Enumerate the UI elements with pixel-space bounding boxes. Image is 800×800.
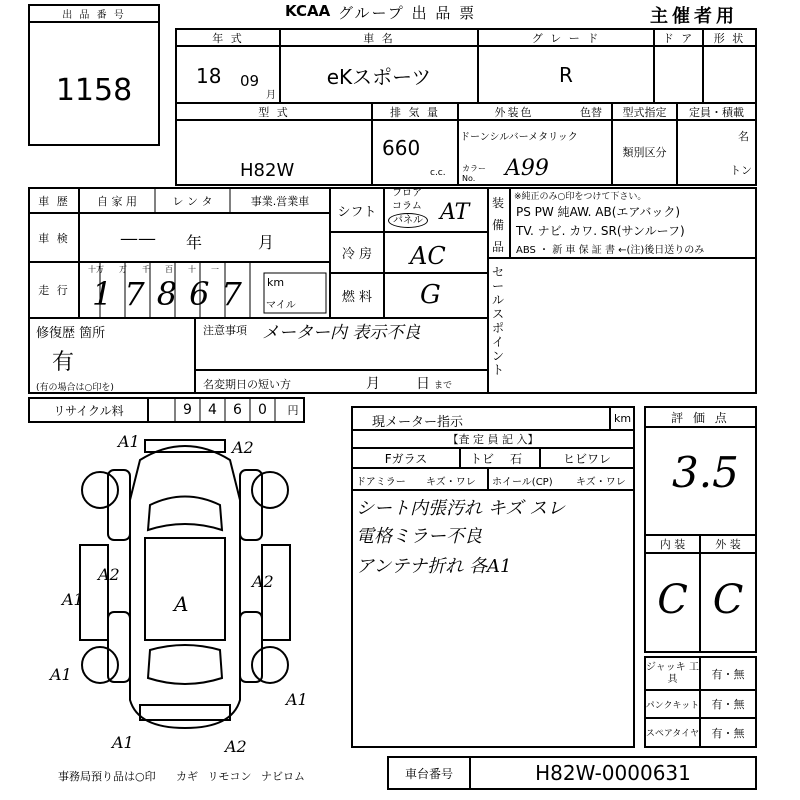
shift-column: コラム	[392, 201, 422, 212]
equipment-line3: ABS ・ 新 車 保 証 書 ←(注)後日送りのみ	[516, 245, 705, 256]
year-label: 年 式	[212, 31, 244, 45]
damage-mark: A1	[112, 733, 134, 752]
mileage-digit-labels	[88, 264, 268, 275]
puncture-label: パンクキット	[645, 700, 700, 711]
caution-value: メーター内 表示不良	[262, 323, 421, 343]
form-title: グループ 出 品 票	[338, 4, 477, 22]
repair-value: 有	[52, 350, 75, 375]
inspection-year-unit: 年	[186, 233, 203, 252]
capacity-label: 定員・積載	[689, 105, 744, 119]
wheel-damage: キズ・ワレ	[576, 477, 626, 488]
period-day: 日	[416, 376, 430, 392]
equipment-line2: TV. ナビ. カワ. SR(サンルーフ)	[516, 224, 685, 238]
meter-km: km	[614, 412, 632, 425]
ac-label: 冷 房	[341, 247, 373, 262]
score-label: 評 価 点	[671, 410, 730, 425]
shift-label: シフト	[337, 204, 377, 220]
office-items: カギ リモコン ナビロム	[176, 770, 305, 783]
spare-option: 有・無	[711, 726, 745, 740]
digit-label: 十万	[88, 265, 104, 274]
repair-note: (有の場合は○印を)	[36, 383, 114, 393]
month-unit: 月	[266, 90, 276, 101]
chassis-label: 車台番号	[404, 766, 453, 781]
meter-label: 現メーター指示	[372, 415, 464, 430]
equipment-line1: PS PW 純AW. AB(エアバック)	[516, 205, 681, 219]
period-month: 月	[366, 376, 380, 392]
equipment-label: 装 備 品	[492, 196, 505, 254]
mileage-km: km	[267, 276, 285, 289]
damage-mark: A1	[286, 690, 308, 709]
glass-ishi: 石	[510, 452, 523, 466]
fuel-value: G	[420, 280, 441, 310]
color-number-label: カラー No.	[462, 164, 486, 183]
model-label: 車 名	[363, 31, 395, 45]
damage-mark: A1	[62, 590, 84, 609]
glass-label: Fガラス	[384, 451, 428, 466]
digit-label: 万	[119, 265, 127, 274]
period-label: 名変期日の短い方	[203, 378, 291, 391]
digit-label: 百	[165, 265, 173, 274]
door-label: ド ア	[662, 31, 695, 45]
digit-label: 千	[142, 265, 150, 274]
shift-options	[392, 187, 428, 228]
history-label: 車 歴	[38, 194, 70, 208]
inspector-note: シート内張汚れ キズ スレ	[356, 498, 566, 519]
recycle-unit: 円	[287, 404, 299, 417]
displacement-value: 660	[382, 136, 421, 160]
interior-value: C	[657, 577, 688, 623]
chassis-number: H82W-0000631	[535, 761, 691, 785]
damage-mark: A2	[252, 572, 274, 591]
history-rental: レ ン タ	[172, 194, 213, 208]
digit-label: 一	[211, 265, 219, 274]
inspector-title: 【査 定 員 記 入】	[447, 433, 539, 446]
color-number: A99	[505, 156, 549, 181]
repair-label: 修復歴 箇所	[36, 326, 106, 341]
damage-mark: A2	[232, 438, 254, 457]
brand-logo: KCAA	[285, 2, 331, 20]
recycle-digit: 6	[233, 402, 242, 418]
wheel-label: ホイール(CP)	[492, 477, 553, 488]
inspector-note: アンテナ折れ 各A1	[356, 556, 512, 577]
damage-mark: A1	[50, 665, 72, 684]
score-value: 3.5	[672, 448, 739, 497]
lot-label: 出 品 番 号	[62, 10, 126, 21]
class-label: 類別区分	[622, 145, 667, 159]
shift-floor: フロア	[392, 188, 422, 199]
period-made: まで	[434, 381, 453, 391]
mirror-damage: キズ・ワレ	[426, 477, 476, 488]
color-label: 外装色	[494, 105, 534, 119]
role-label: 主催者用	[650, 6, 738, 27]
capacity-ton-unit: トン	[730, 164, 752, 177]
history-private: 自 家 用	[97, 194, 137, 208]
damage-mark: A	[174, 592, 189, 616]
mileage-mile: マイル	[266, 300, 296, 311]
type-label: 型 式	[258, 105, 290, 119]
grade-value: R	[559, 63, 573, 87]
history-business: 事業.営業車	[250, 194, 310, 208]
car-name: eKスポーツ	[326, 64, 432, 89]
equipment-note: ※純正のみ○印をつけて下さい。	[514, 192, 647, 202]
recycle-digit: 0	[258, 402, 267, 418]
capacity-person-unit: 名	[738, 130, 749, 143]
fuel-label: 燃 料	[341, 290, 373, 305]
year-value: 18	[196, 64, 222, 88]
lot-number: 1158	[55, 72, 133, 108]
inspection-month-unit: 月	[258, 233, 275, 252]
recycle-digit: 4	[208, 402, 217, 418]
office-label: 事務局預り品は○印	[58, 770, 156, 783]
inspection-label: 車 検	[38, 231, 70, 245]
shift-value: AT	[440, 200, 470, 225]
color-name: ドーンシルバーメタリック	[460, 132, 578, 143]
jack-option: 有・無	[711, 667, 745, 681]
damage-mark: A1	[118, 432, 140, 451]
jack-label: ジャッキ 工 具	[646, 661, 699, 685]
recycle-digit: 9	[183, 402, 192, 418]
caution-label: 注意事項	[203, 324, 247, 337]
digit-label: 十	[188, 265, 196, 274]
recycle-label: リサイクル料	[53, 403, 124, 418]
damage-mark: A2	[225, 737, 247, 756]
type-value: H82W	[240, 160, 295, 181]
displacement-unit: c.c.	[430, 168, 446, 178]
cert-label: 型式指定	[622, 105, 667, 119]
exterior-label: 外 装	[715, 538, 741, 551]
inspector-note: 電格ミラー不良	[356, 526, 482, 547]
month-value: 09	[240, 72, 260, 90]
displacement-label: 排 気 量	[390, 105, 440, 119]
spare-label: スペアタイヤ	[645, 729, 700, 739]
mileage-label: 走 行	[38, 284, 70, 297]
mileage-value: 17867	[92, 275, 254, 313]
shift-panel: パネル	[388, 213, 428, 228]
shape-label: 形 状	[713, 31, 746, 45]
interior-label: 内 装	[659, 538, 686, 551]
damage-mark: A2	[98, 565, 120, 584]
puncture-option: 有・無	[711, 698, 745, 711]
color-change-label: 色替	[580, 105, 602, 119]
sales-point-label: セールスポイント	[492, 265, 505, 377]
inspection-dash: ——	[120, 228, 156, 249]
glass-hibi: ヒビワレ	[562, 451, 611, 466]
exterior-value: C	[712, 577, 744, 623]
grade-label: グ レ ー ド	[531, 31, 601, 45]
ac-value: AC	[410, 242, 446, 270]
glass-tobi: トビ	[470, 452, 495, 466]
mirror-label: ドアミラー	[356, 477, 406, 488]
